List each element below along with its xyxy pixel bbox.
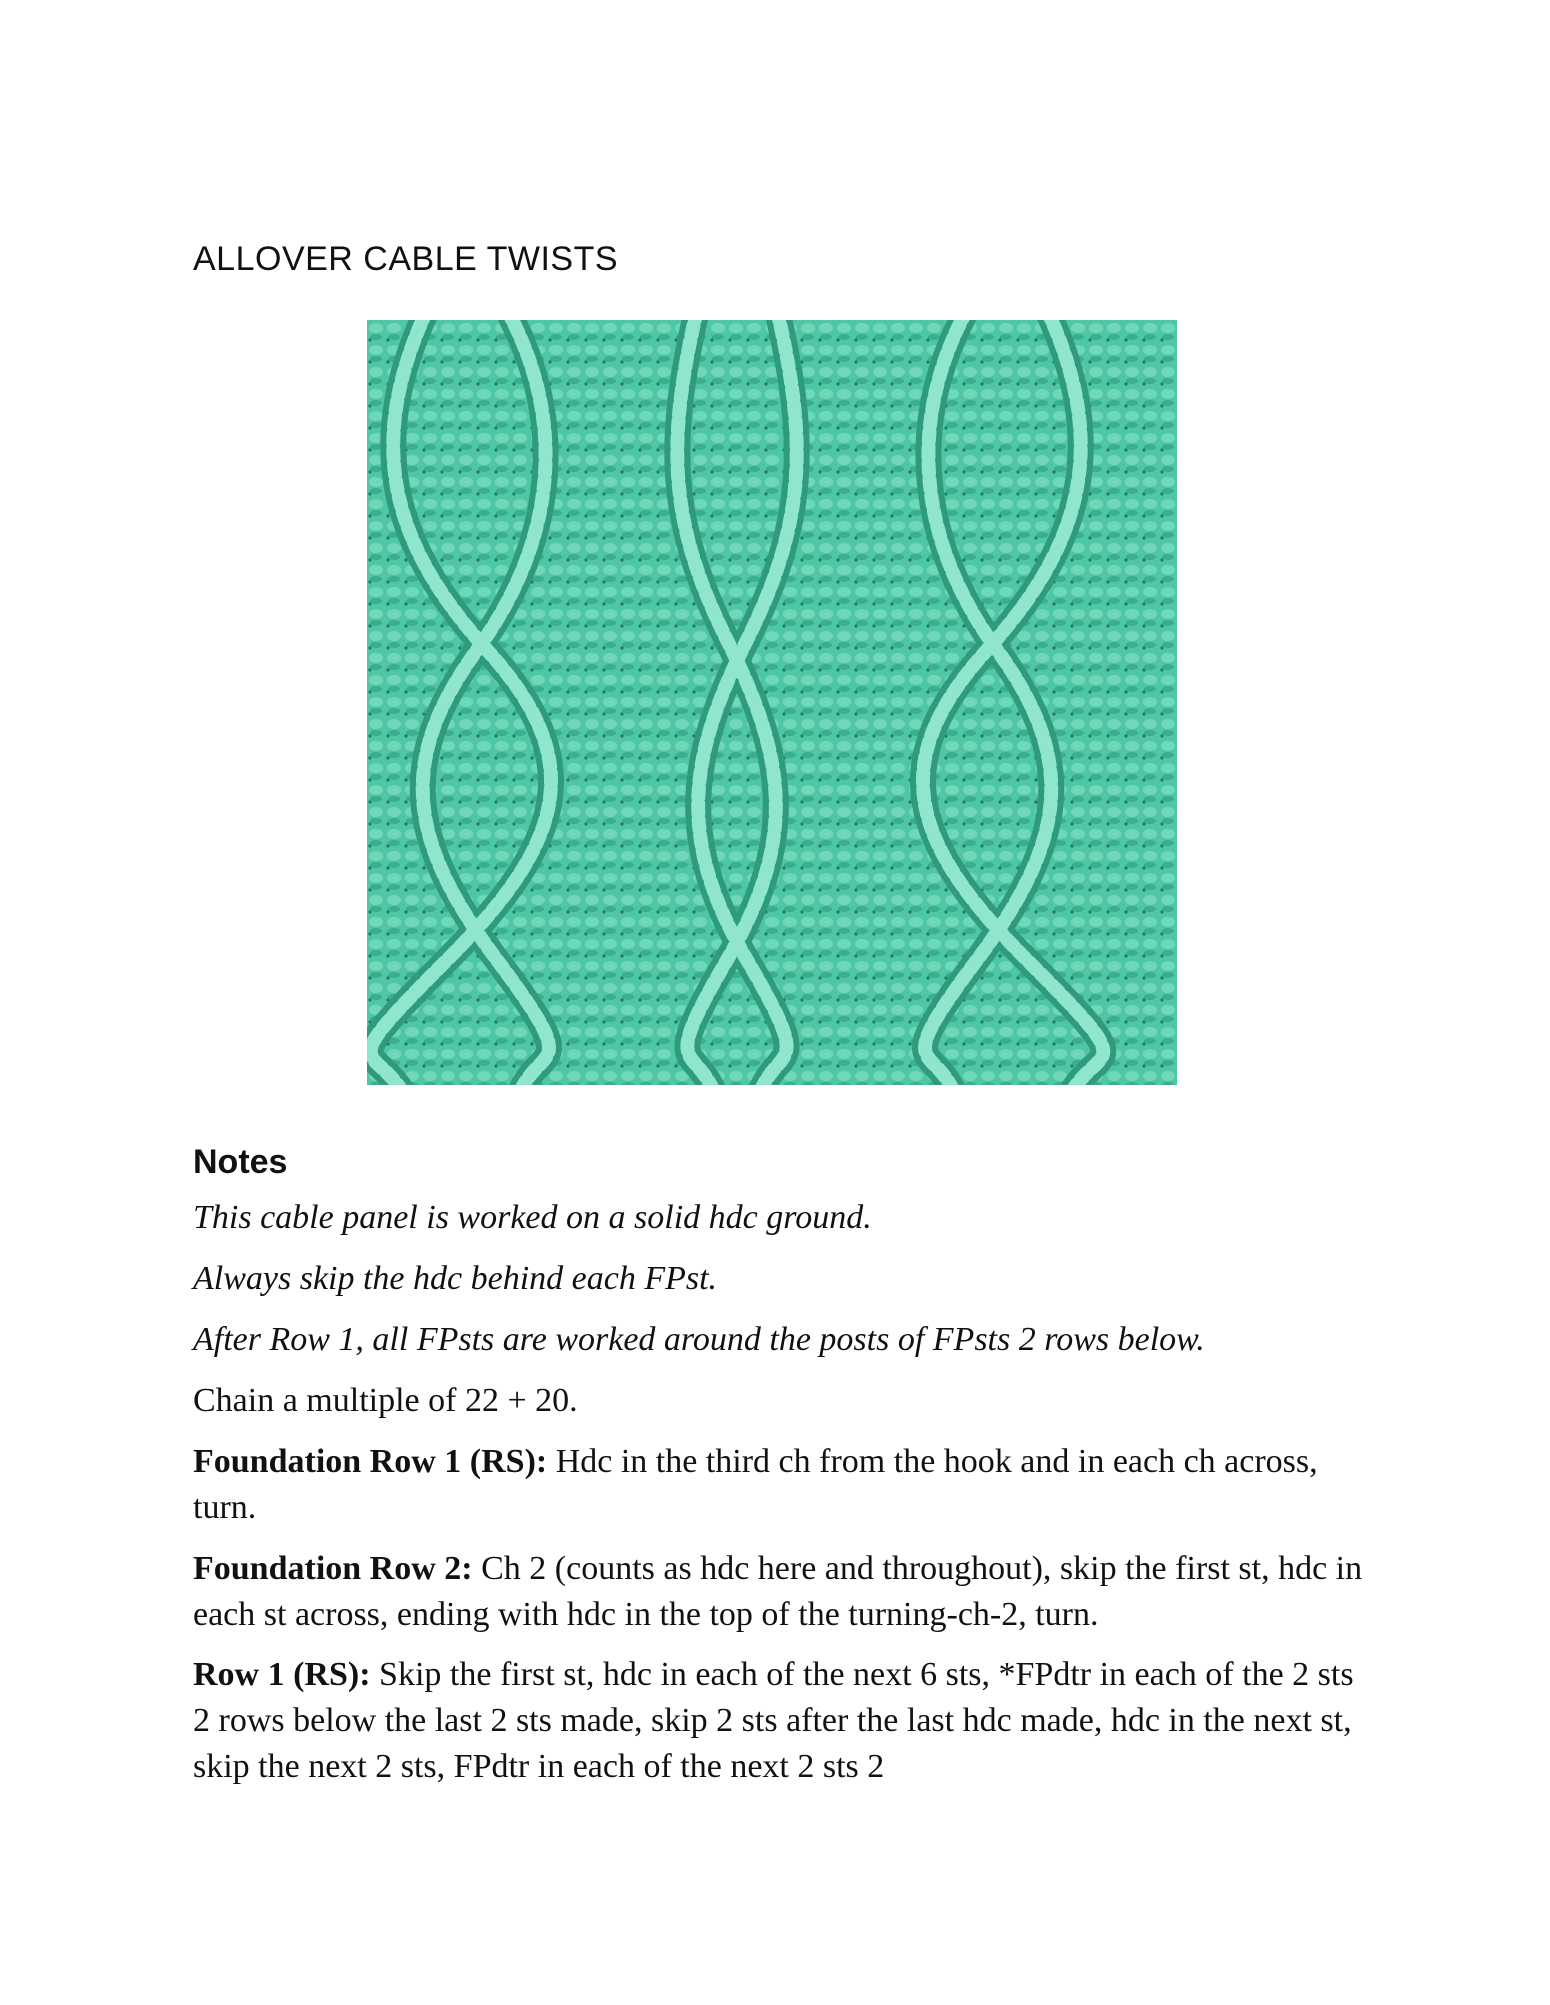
row-label: Foundation Row 2: bbox=[193, 1550, 473, 1587]
note-3: After Row 1, all FPsts are worked around the posts of FPsts 2 rows below. bbox=[193, 1321, 1205, 1358]
note-2: Always skip the hdc behind each FPst. bbox=[193, 1260, 718, 1297]
row-1 bbox=[193, 1652, 1373, 1790]
row-label: Row 1 (RS): bbox=[193, 1656, 371, 1693]
row-text: Ch 2 (counts as hdc here and throughout), skip the first st, hdc in each st across, ending with hdc in the top of the turning-ch-2, turn. bbox=[193, 1550, 1363, 1633]
row-text: Hdc in the third ch from the hook and in each ch across, turn. bbox=[193, 1443, 1318, 1526]
row-label: Foundation Row 1 (RS): bbox=[193, 1443, 548, 1480]
crochet-swatch-photo bbox=[367, 320, 1177, 1085]
swatch-illustration bbox=[367, 320, 1177, 1085]
foundation-row-2 bbox=[193, 1546, 1373, 1638]
page-title: ALLOVER CABLE TWISTS bbox=[193, 240, 619, 278]
notes-heading: Notes bbox=[193, 1143, 288, 1181]
chain-instruction: Chain a multiple of 22 + 20. bbox=[193, 1382, 578, 1419]
note-1: This cable panel is worked on a solid hdc ground. bbox=[193, 1199, 872, 1236]
foundation-row-1 bbox=[193, 1439, 1373, 1531]
row-text: Skip the first st, hdc in each of the next 6 sts, *FPdtr in each of the 2 sts 2 rows below the last 2 sts made, skip 2 sts after the last hdc made, hdc in the next st, skip the next 2 sts, FPdtr in each of the next 2 sts 2 bbox=[193, 1656, 1354, 1785]
